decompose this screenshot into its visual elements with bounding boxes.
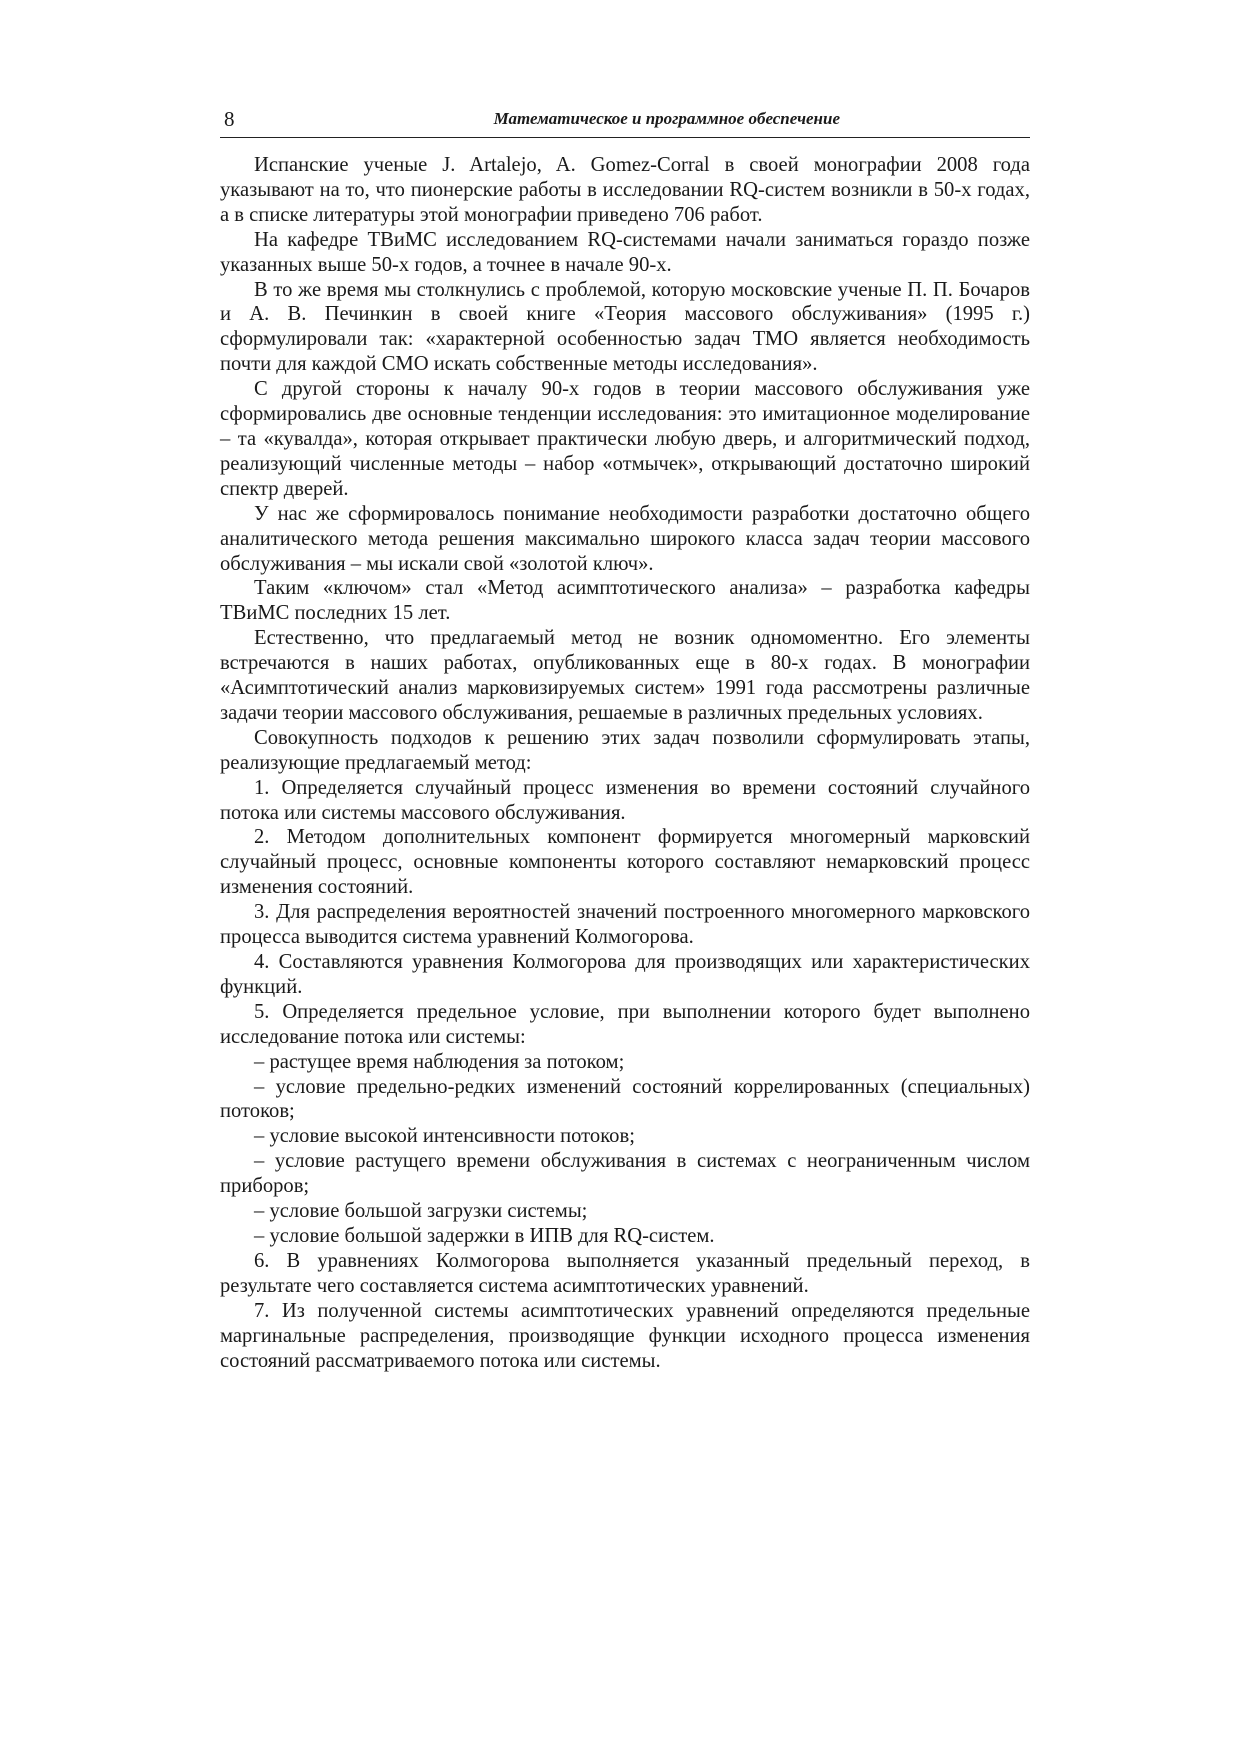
dash-list-item: – условие растущего времени обслуживания в системах с неограниченным числом приборов;	[220, 1150, 1030, 1198]
paragraph: У нас же сформировалось понимание необходимости разработки достаточно общего аналитического метода решения максимально широкого класса задач теории массового обслуживания – мы искали свой «золотой ключ».	[220, 502, 1030, 575]
list-item-step-7: 7. Из полученной системы асимптотических уравнений определяются предельные маргинальные распределения, производящие функции исходного процесса изменения состояний рассматриваемого потока или системы.	[220, 1299, 1030, 1372]
paragraph: Испанские ученые J. Artalejo, A. Gomez-Corral в своей монографии 2008 года указывают на то, что пионерские работы в исследовании RQ-систем возникли в 50-х годах, а в списке литературы этой монографии приведено 706 работ.	[220, 154, 1030, 226]
dash-list-item: – условие большой задержки в ИПВ для RQ-систем.	[254, 1224, 715, 1247]
page-number: 8	[224, 107, 235, 131]
dash-list-item: – растущее время наблюдения за потоком;	[254, 1050, 625, 1073]
paragraph: Таким «ключом» стал «Метод асимптотического анализа» – разработка кафедры ТВиМС последних 15 лет.	[220, 577, 1030, 625]
list-item-step-1: 1. Определяется случайный процесс изменения во времени состояний случайного потока или системы массового обслуживания.	[220, 776, 1030, 824]
list-item-step-4: 4. Составляются уравнения Колмогорова для производящих или характеристических функций.	[220, 951, 1030, 998]
paragraph: Совокупность подходов к решению этих задач позволили сформулировать этапы, реализующие предлагаемый метод:	[220, 726, 1030, 774]
list-item-step-3: 3. Для распределения вероятностей значений построенного многомерного марковского процесса выводится система уравнений Колмогорова.	[220, 901, 1030, 949]
list-item-step-2: 2. Методом дополнительных компонент формируется многомерный марковский случайный процесс, основные компоненты которого составляют немарковский процесс изменения состояний.	[220, 826, 1030, 899]
dash-list-item: – условие высокой интенсивности потоков;	[254, 1125, 635, 1148]
list-item-step-6: 6. В уравнениях Колмогорова выполняется указанный предельный переход, в результате чего составляется система асимптотических уравнений.	[220, 1249, 1030, 1297]
body-text	[220, 153, 1030, 1373]
page-header	[220, 105, 1030, 138]
paragraph: На кафедре ТВиМС исследованием RQ-системами начали заниматься гораздо позже указанных выше 50-х годов, а точнее в начале 90-х.	[220, 228, 1030, 276]
paragraph: Естественно, что предлагаемый метод не возник одномоментно. Его элементы встречаются в наших работах, опубликованных еще в 80-х годах. В монографии «Асимптотический анализ марковизируемых систем» 1991 года рассмотрены различные задачи теории массового обслуживания, решаемые в различных предельных условиях.	[220, 627, 1030, 724]
paragraph: С другой стороны к началу 90-х годов в теории массового обслуживания уже сформировались две основные тенденции исследования: это имитационное моделирование – та «кувалда», которая открывает практически любую дверь, и алгоритмический подход, реализующий численные методы – набор «отмычек», открывающий достаточно широкий спектр дверей.	[220, 378, 1030, 500]
dash-list-item: – условие предельно-редких изменений состояний коррелированных (специальных) потоков;	[220, 1075, 1030, 1123]
running-title: Математическое и программное обеспечение	[493, 109, 840, 128]
list-item-step-5: 5. Определяется предельное условие, при выполнении которого будет выполнено исследование потока или системы:	[220, 1000, 1030, 1048]
paragraph: В то же время мы столкнулись с проблемой, которую московские ученые П. П. Бочаров и А. В. Печинкин в своей книге «Теория массового обслуживания» (1995 г.) сформулировали так: «характерной особенностью задач ТМО является необходимость почти для каждой СМО искать собственные методы исследования».	[220, 278, 1030, 376]
dash-list-item: – условие большой загрузки системы;	[254, 1200, 588, 1223]
